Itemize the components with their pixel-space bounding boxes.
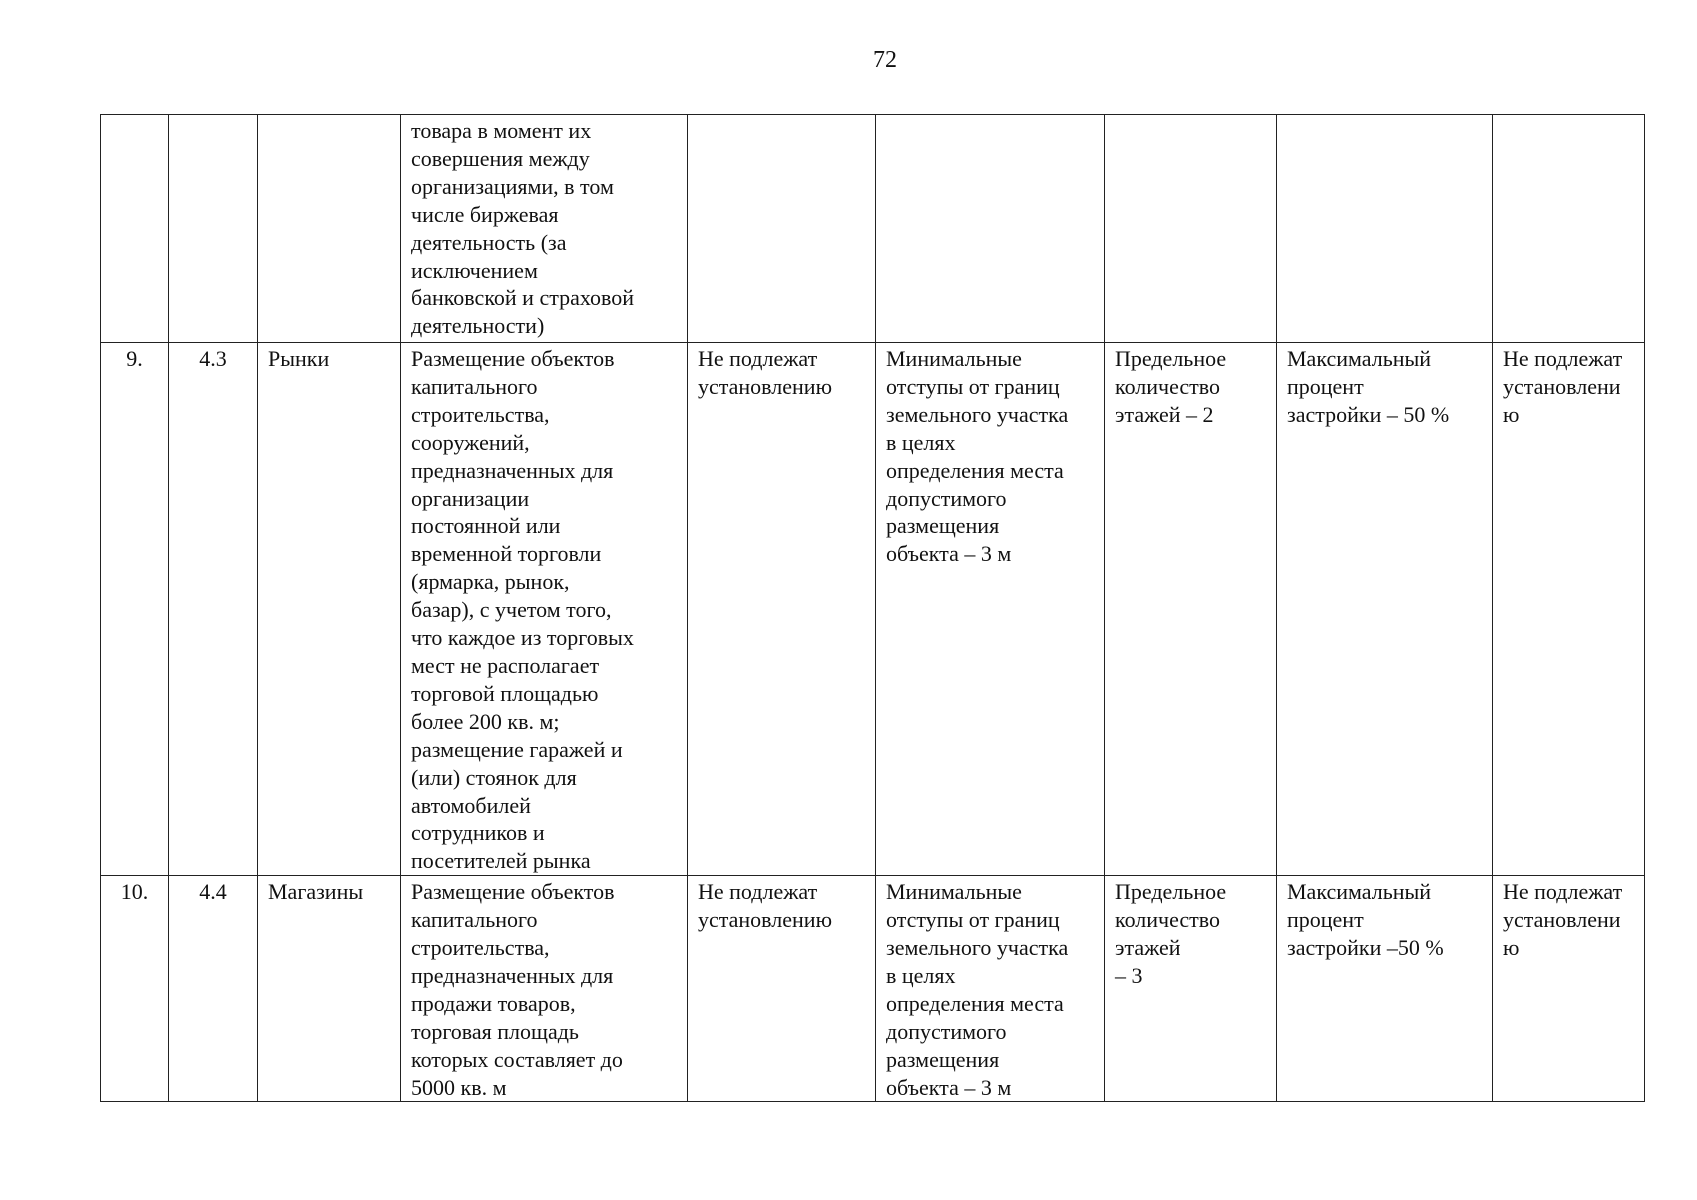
cell-description: товара в момент их совершения между организациями, в том числе биржевая деятельность (за исключением банковской и страховой деятельности) bbox=[401, 115, 688, 343]
cell-code: 4.4 bbox=[169, 876, 258, 1102]
cell-name bbox=[258, 115, 401, 343]
cell-setbacks: Минимальные отступы от границ земельного участка в целях определения места допустимого размещения объекта – 3 м bbox=[876, 876, 1105, 1102]
cell-number bbox=[101, 115, 169, 343]
cell-coverage bbox=[1277, 115, 1493, 343]
page-number: 72 bbox=[873, 47, 897, 73]
cell-floors: Предельное количество этажей – 3 bbox=[1105, 876, 1277, 1102]
table-row bbox=[101, 876, 1645, 1102]
cell-floors: Предельное количество этажей – 2 bbox=[1105, 343, 1277, 876]
table-row bbox=[101, 343, 1645, 876]
cell-description: Размещение объектов капитального строительства, сооружений, предназначенных для организации постоянной или временной торговли (ярмарка, рынок, базар), с учетом того, что каждое из торговых мест не располагает торговой площадью более 200 кв. м; размещение гаражей и (или) стоянок для автомобилей сотрудников и посетителей рынка bbox=[401, 343, 688, 876]
cell-plot-size: Не подлежат установлению bbox=[688, 876, 876, 1102]
cell-code: 4.3 bbox=[169, 343, 258, 876]
cell-plot-size: Не подлежат установлению bbox=[688, 343, 876, 876]
cell-setbacks: Минимальные отступы от границ земельного участка в целях определения места допустимого размещения объекта – 3 м bbox=[876, 343, 1105, 876]
cell-name: Магазины bbox=[258, 876, 401, 1102]
cell-setbacks bbox=[876, 115, 1105, 343]
cell-coverage: Максимальный процент застройки –50 % bbox=[1277, 876, 1493, 1102]
cell-name: Рынки bbox=[258, 343, 401, 876]
cell-other: Не подлежат установлени ю bbox=[1493, 343, 1645, 876]
cell-other bbox=[1493, 115, 1645, 343]
cell-number: 9. bbox=[101, 343, 169, 876]
cell-number: 10. bbox=[101, 876, 169, 1102]
cell-other: Не подлежат установлени ю bbox=[1493, 876, 1645, 1102]
cell-plot-size bbox=[688, 115, 876, 343]
regulations-table bbox=[100, 114, 1645, 1102]
cell-description: Размещение объектов капитального строительства, предназначенных для продажи товаров, торговая площадь которых составляет до 5000 кв. м bbox=[401, 876, 688, 1102]
cell-coverage: Максимальный процент застройки – 50 % bbox=[1277, 343, 1493, 876]
cell-floors bbox=[1105, 115, 1277, 343]
cell-code bbox=[169, 115, 258, 343]
table-row bbox=[101, 115, 1645, 343]
